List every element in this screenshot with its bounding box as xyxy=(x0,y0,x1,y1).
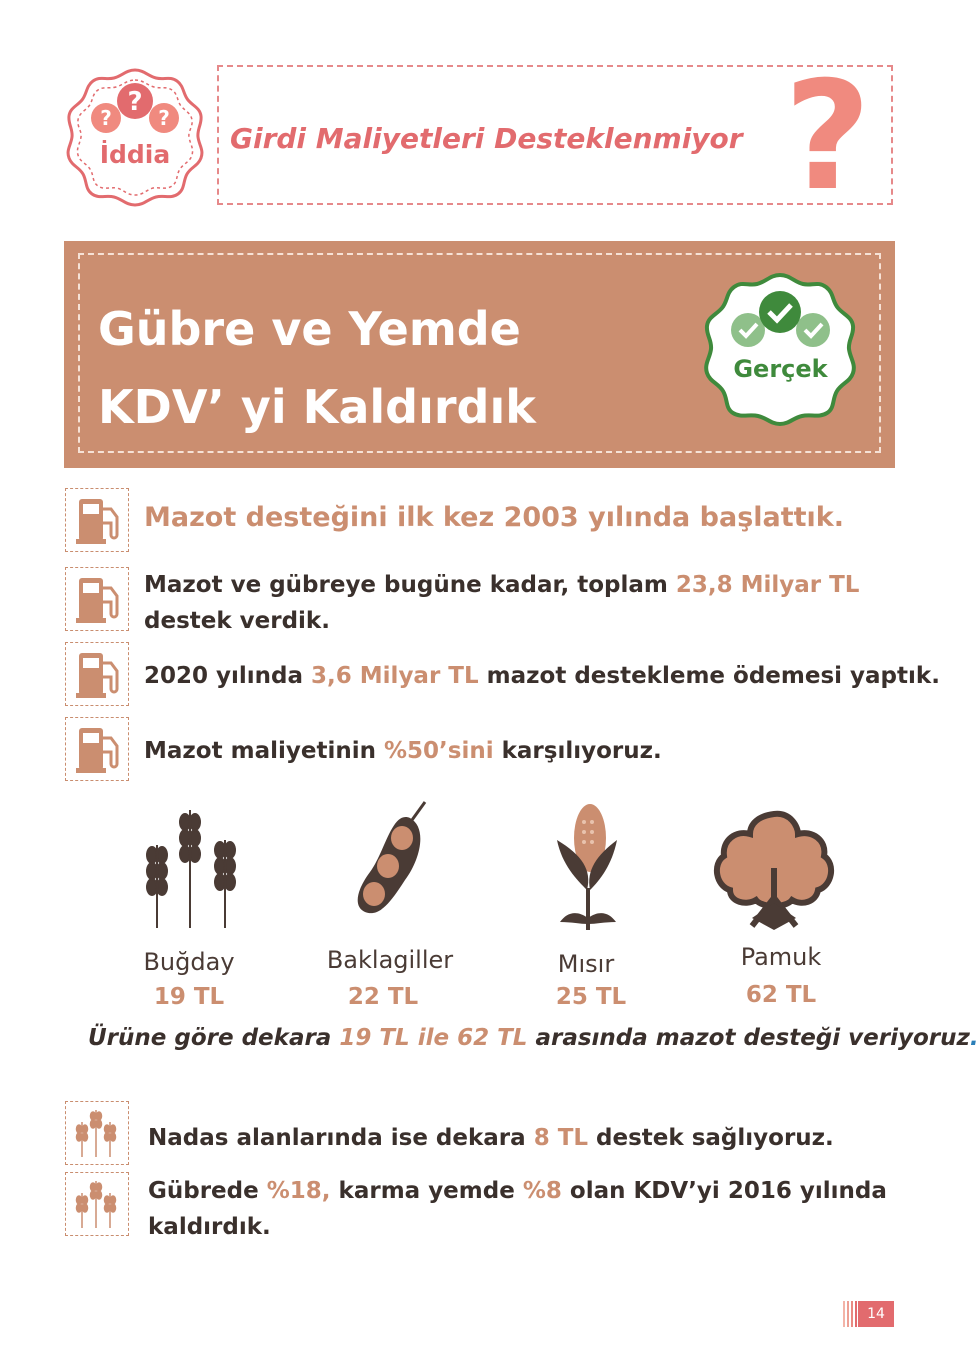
bottom-bullet-2-pre: Gübrede xyxy=(148,1178,267,1204)
page-stripes xyxy=(843,1301,857,1327)
bottom-bullet-1-post: destek sağlıyoruz. xyxy=(588,1125,834,1151)
bottom-bullet-2-line2: kaldırdık. xyxy=(148,1214,271,1240)
bullet-3-pre: 2020 yılında xyxy=(144,663,312,689)
summary-dot: . xyxy=(969,1025,979,1051)
wheat-small-icon xyxy=(65,1101,129,1165)
bullet-2 xyxy=(144,567,859,639)
legume-pod-icon xyxy=(350,800,440,925)
crop-name-wheat: Buğday xyxy=(143,948,235,976)
svg-text:?: ? xyxy=(127,87,143,117)
bottom-bullet-1 xyxy=(148,1120,834,1156)
bullet-4 xyxy=(144,733,662,769)
crop-name-corn: Mısır xyxy=(557,950,615,978)
bullet-3-post: mazot destekleme ödemesi yaptık. xyxy=(478,663,940,689)
crop-value-wheat: 19 TL xyxy=(153,984,225,1010)
fuel-pump-icon xyxy=(65,642,129,706)
fact-label: Gerçek xyxy=(733,355,828,383)
crop-value-legumes: 22 TL xyxy=(347,984,419,1010)
crop-name-cotton: Pamuk xyxy=(740,943,822,971)
summary xyxy=(88,1025,979,1051)
bullet-3 xyxy=(144,658,940,694)
bottom-bullet-2-mid: karma yemde xyxy=(330,1178,523,1204)
wheat-icon xyxy=(140,800,240,930)
fact-badge xyxy=(703,272,858,427)
corn-icon xyxy=(552,800,622,935)
claim-text: Girdi Maliyetleri Desteklenmiyor xyxy=(230,122,743,155)
bottom-bullet-2-highlight-1: %18, xyxy=(266,1178,331,1204)
summary-pre: Ürüne göre dekara xyxy=(88,1025,340,1051)
claim-label: İddia xyxy=(99,140,171,169)
fact-title xyxy=(98,290,536,446)
cotton-icon xyxy=(712,808,837,933)
bullet-4-pre: Mazot maliyetinin xyxy=(144,738,384,764)
bullet-3-highlight: 3,6 Milyar TL xyxy=(311,663,479,689)
svg-text:?: ? xyxy=(100,106,112,130)
page-number: 14 xyxy=(858,1301,894,1327)
bullet-2-pre: Mazot ve gübreye bugüne kadar, toplam xyxy=(144,572,676,598)
bottom-bullet-1-highlight: 8 TL xyxy=(533,1125,589,1151)
crop-name-legumes: Baklagiller xyxy=(326,946,454,974)
summary-highlight: 19 TL ile 62 TL xyxy=(339,1025,528,1051)
fuel-pump-icon xyxy=(65,717,129,781)
bottom-bullet-2-post: olan KDV’yi 2016 yılında xyxy=(561,1178,887,1204)
fuel-pump-icon xyxy=(65,567,129,631)
crop-value-corn: 25 TL xyxy=(555,984,627,1010)
wheat-small-icon xyxy=(65,1172,129,1236)
fact-title-line2: KDV’ yi Kaldırdık xyxy=(98,380,536,434)
summary-post: arasında mazot desteği veriyoruz xyxy=(527,1025,970,1051)
fuel-pump-icon xyxy=(65,488,129,552)
bullet-4-post: karşılıyoruz. xyxy=(493,738,662,764)
claim-badge xyxy=(64,66,206,208)
bullet-lead: Mazot desteğini ilk kez 2003 yılında başlattık. xyxy=(144,502,845,533)
bullet-2-highlight: 23,8 Milyar TL xyxy=(675,572,860,598)
crop-value-cotton: 62 TL xyxy=(745,982,817,1008)
svg-text:?: ? xyxy=(158,106,170,130)
bottom-bullet-1-pre: Nadas alanlarında ise dekara xyxy=(148,1125,534,1151)
question-mark-icon: ? xyxy=(784,50,872,224)
bottom-bullet-2 xyxy=(148,1173,887,1245)
bullet-4-highlight: %50’sini xyxy=(383,738,494,764)
bullet-2-post: destek verdik. xyxy=(144,608,330,634)
fact-title-line1: Gübre ve Yemde xyxy=(98,302,521,356)
bottom-bullet-2-highlight-2: %8 xyxy=(522,1178,562,1204)
